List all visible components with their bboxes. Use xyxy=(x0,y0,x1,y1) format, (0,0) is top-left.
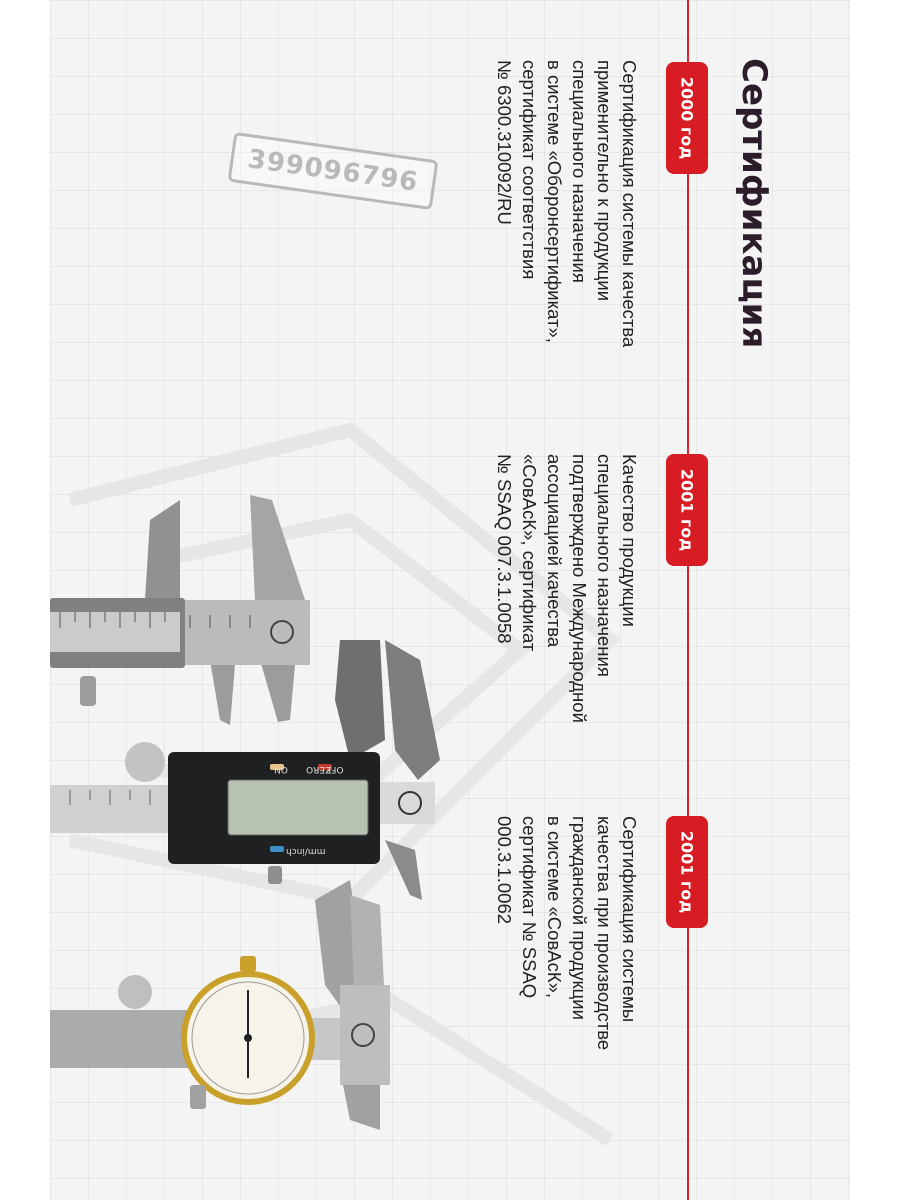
page-background xyxy=(50,0,850,1200)
digital-caliper xyxy=(50,640,440,900)
caliper-on-label: ON xyxy=(274,764,288,774)
calipers-illustration xyxy=(50,0,850,1200)
caliper-off-label: OFF xyxy=(326,764,344,774)
certification-text: Сертификация системы качества применительно к продукции специального назначения в системе «Оборонсертификат», сертификат соответствия № 6300.310092/RU xyxy=(494,60,640,348)
vernier-caliper xyxy=(50,495,310,725)
year-badge-label: 2001 год xyxy=(677,830,697,914)
year-badge-2 xyxy=(666,454,708,566)
caliper-unit-label: mm/inch xyxy=(286,846,326,856)
year-badge-1 xyxy=(666,62,708,174)
timeline-line xyxy=(687,0,689,1200)
page-title-text: Сертификация xyxy=(734,58,774,349)
year-badge-3 xyxy=(666,816,708,928)
dial-caliper xyxy=(50,880,390,1130)
certification-text: Сертификация системы качества при производстве гражданской продукции в системе «СовАсК», сертификат № SSAQ 000.3.1.0062 xyxy=(494,816,640,1051)
watermark-stamp: 399096796 xyxy=(228,132,439,210)
year-badge-label: 2001 год xyxy=(677,468,697,552)
certification-text: Качество продукции специального назначения подтверждено Международной ассоциацией качества «СовАсК», сертификат № SSAQ 007.3.1.0058 xyxy=(494,454,640,723)
year-badge-label: 2000 год xyxy=(677,76,697,160)
caliper-zero-label: ZERO xyxy=(306,764,332,774)
